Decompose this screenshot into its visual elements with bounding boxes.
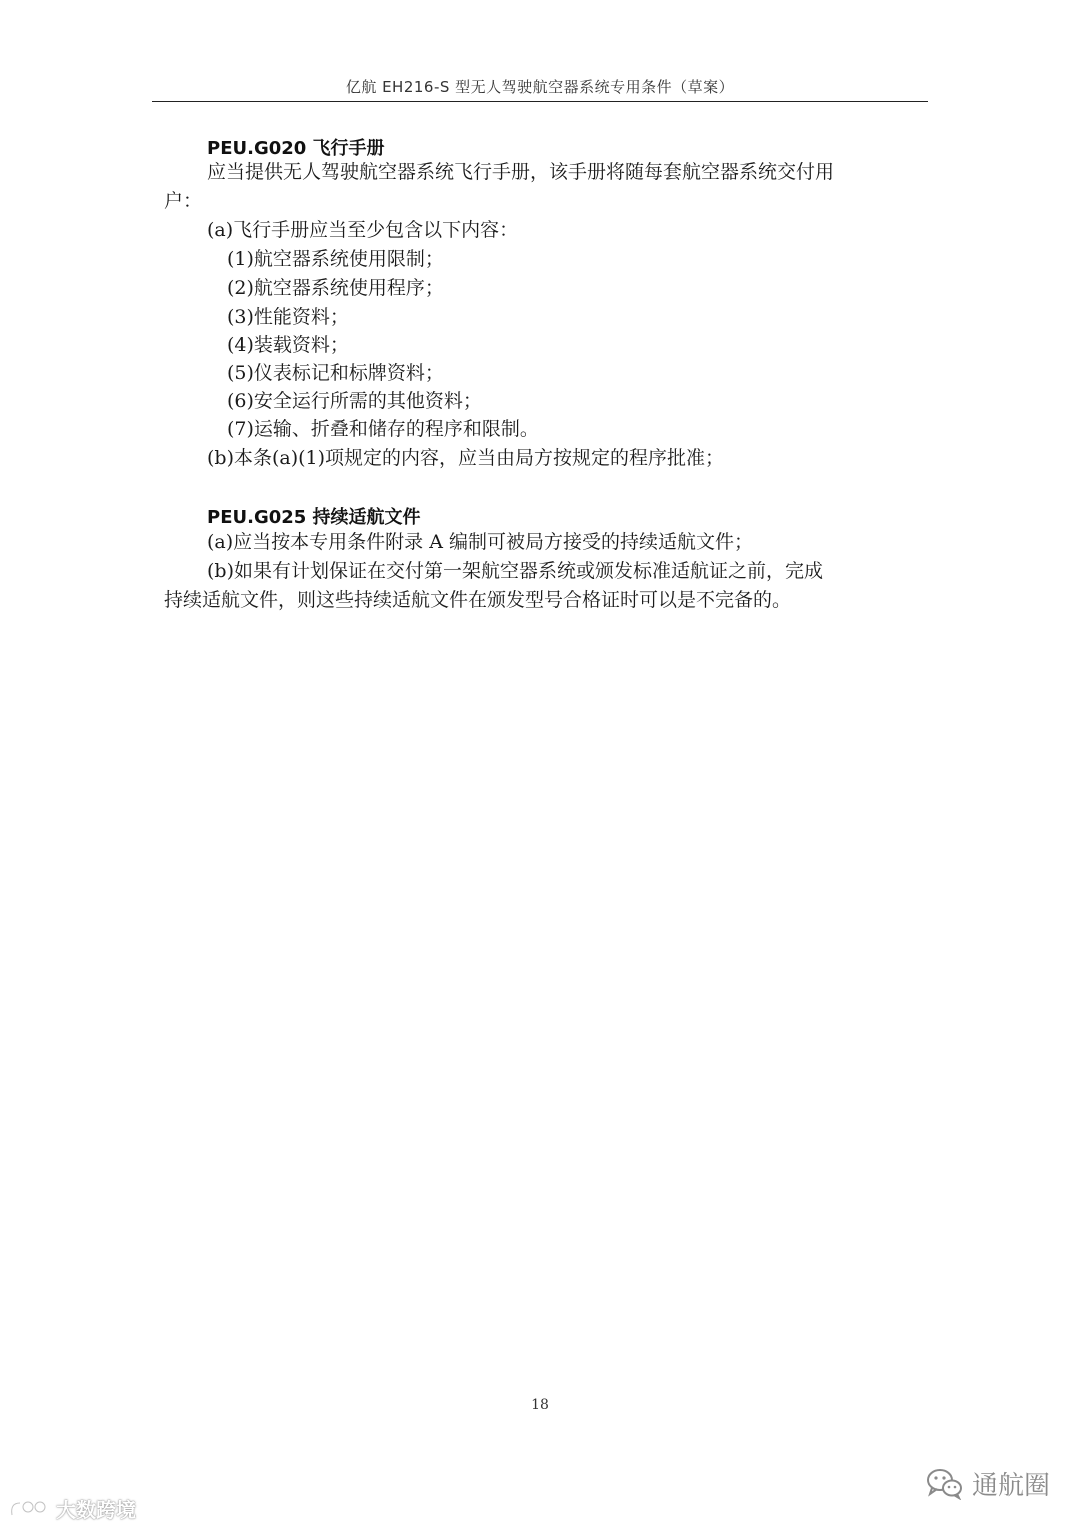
page-header: 亿航 EH216-S 型无人驾驶航空器系统专用条件（草案） xyxy=(345,78,735,96)
wechat-icon xyxy=(926,1468,964,1500)
page-number: 18 xyxy=(531,1397,549,1413)
watermark-text: 大数跨境 xyxy=(56,1498,136,1522)
list-item-5: (5)仪表标记和标牌资料； xyxy=(227,362,444,384)
brand-logo-icon xyxy=(8,1497,52,1521)
list-item-a: (a)飞行手册应当至少包含以下内容： xyxy=(207,219,519,241)
list-item-b: (b)本条(a)(1)项规定的内容，应当由局方按规定的程序批准； xyxy=(207,447,725,469)
list-item-3: (3)性能资料； xyxy=(227,306,349,328)
section-heading-g025: PEU.G025 持续适航文件 xyxy=(207,507,421,528)
watermark-text: 通航圈 xyxy=(971,1471,1050,1501)
paragraph-line: 持续适航文件，则这些持续适航文件在颁发型号合格证时可以是不完备的。 xyxy=(164,589,792,611)
header-rule xyxy=(152,101,928,102)
watermark-dashukuajing xyxy=(8,1494,136,1523)
list-item-7: (7)运输、折叠和储存的程序和限制。 xyxy=(227,418,539,440)
section-heading-g020: PEU.G020 飞行手册 xyxy=(207,138,385,159)
list-item-1: (1)航空器系统使用限制； xyxy=(227,248,444,270)
list-item-6: (6)安全运行所需的其他资料； xyxy=(227,390,482,412)
list-item-a: (a)应当按本专用条件附录 A 编制可被局方接受的持续适航文件； xyxy=(207,531,753,553)
list-item-b: (b)如果有计划保证在交付第一架航空器系统或颁发标准适航证之前，完成 xyxy=(207,560,823,582)
paragraph-line: 户： xyxy=(164,190,203,212)
list-item-4: (4)装载资料； xyxy=(227,334,349,356)
watermark-tonghangquan xyxy=(926,1465,1050,1502)
list-item-2: (2)航空器系统使用程序； xyxy=(227,277,444,299)
paragraph-line: 应当提供无人驾驶航空器系统飞行手册，该手册将随每套航空器系统交付用 xyxy=(207,161,835,183)
